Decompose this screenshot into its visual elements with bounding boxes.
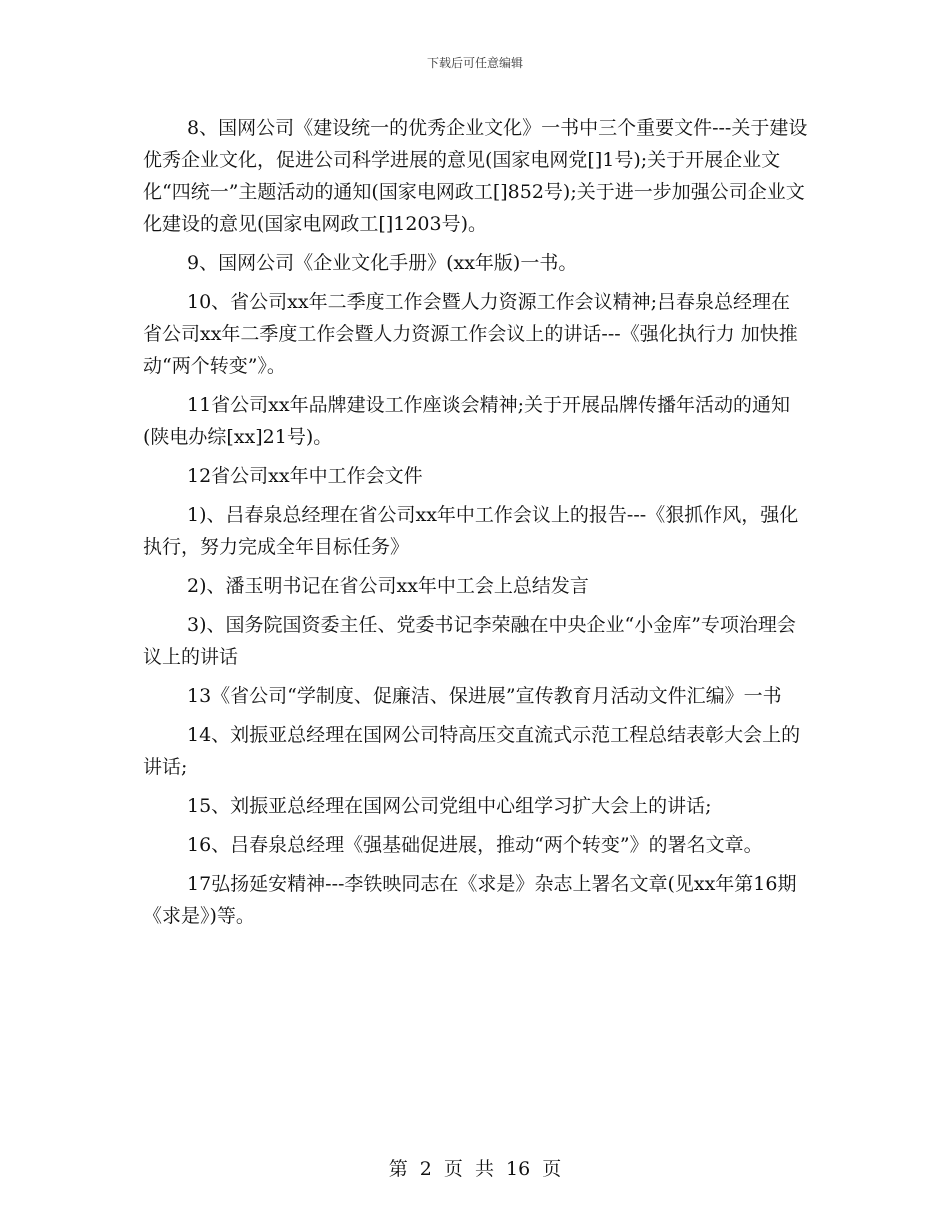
paragraph-14: 14、刘振亚总经理在国网公司特高压交直流式示范工程总结表彰大会上的讲话; (143, 724, 801, 778)
paragraph-17: 17弘扬延安精神---李铁映同志在《求是》杂志上署名文章(见xx年第16期《求是》)等。 (143, 873, 797, 927)
page-footer: 第 2 页 共 16 页 (388, 1158, 562, 1180)
paragraph-10: 10、省公司xx年二季度工作会暨人力资源工作会议精神;吕春泉总经理在省公司xx年二季度工作会暨人力资源工作会议上的讲话---《强化执行力 加快推动“两个转变”》。 (143, 291, 798, 377)
paragraph-13: 13《省公司“学制度、促廉洁、保进展”宣传教育月活动文件汇编》一书 (187, 685, 782, 707)
paragraph-12-3: 3)、国务院国资委主任、党委书记李荣融在中央企业“小金库”专项治理会议上的讲话 (143, 614, 796, 668)
paragraph-8: 8、国网公司《建设统一的优秀企业文化》一书中三个重要文件---关于建设优秀企业文化，促进公司科学进展的意见(国家电网党[]1号);关于开展企业文化“四统一”主题活动的通知(国家电网政工[]852号);关于进一步加强公司企业文化建设的意见(国家电网政工[]1203号)。 (143, 117, 808, 235)
paragraph-16: 16、吕春泉总经理《强基础促进展，推动“两个转变”》的署名文章。 (187, 834, 763, 856)
page-header: 下载后可任意编辑 (426, 56, 523, 70)
paragraph-9: 9、国网公司《企业文化手册》(xx年版)一书。 (187, 252, 578, 274)
paragraph-15: 15、刘振亚总经理在国网公司党组中心组学习扩大会上的讲话; (187, 795, 712, 817)
paragraph-12: 12省公司xx年中工作会文件 (187, 465, 423, 487)
document-body (143, 112, 808, 939)
paragraph-12-1: 1)、吕春泉总经理在省公司xx年中工作会议上的报告---《狠抓作风，强化执行，努力完成全年目标任务》 (143, 504, 799, 558)
paragraph-11: 11省公司xx年品牌建设工作座谈会精神;关于开展品牌传播年活动的通知(陕电办综[xx]21号)。 (143, 394, 791, 448)
paragraph-12-2: 2)、潘玉明书记在省公司xx年中工会上总结发言 (187, 575, 589, 597)
